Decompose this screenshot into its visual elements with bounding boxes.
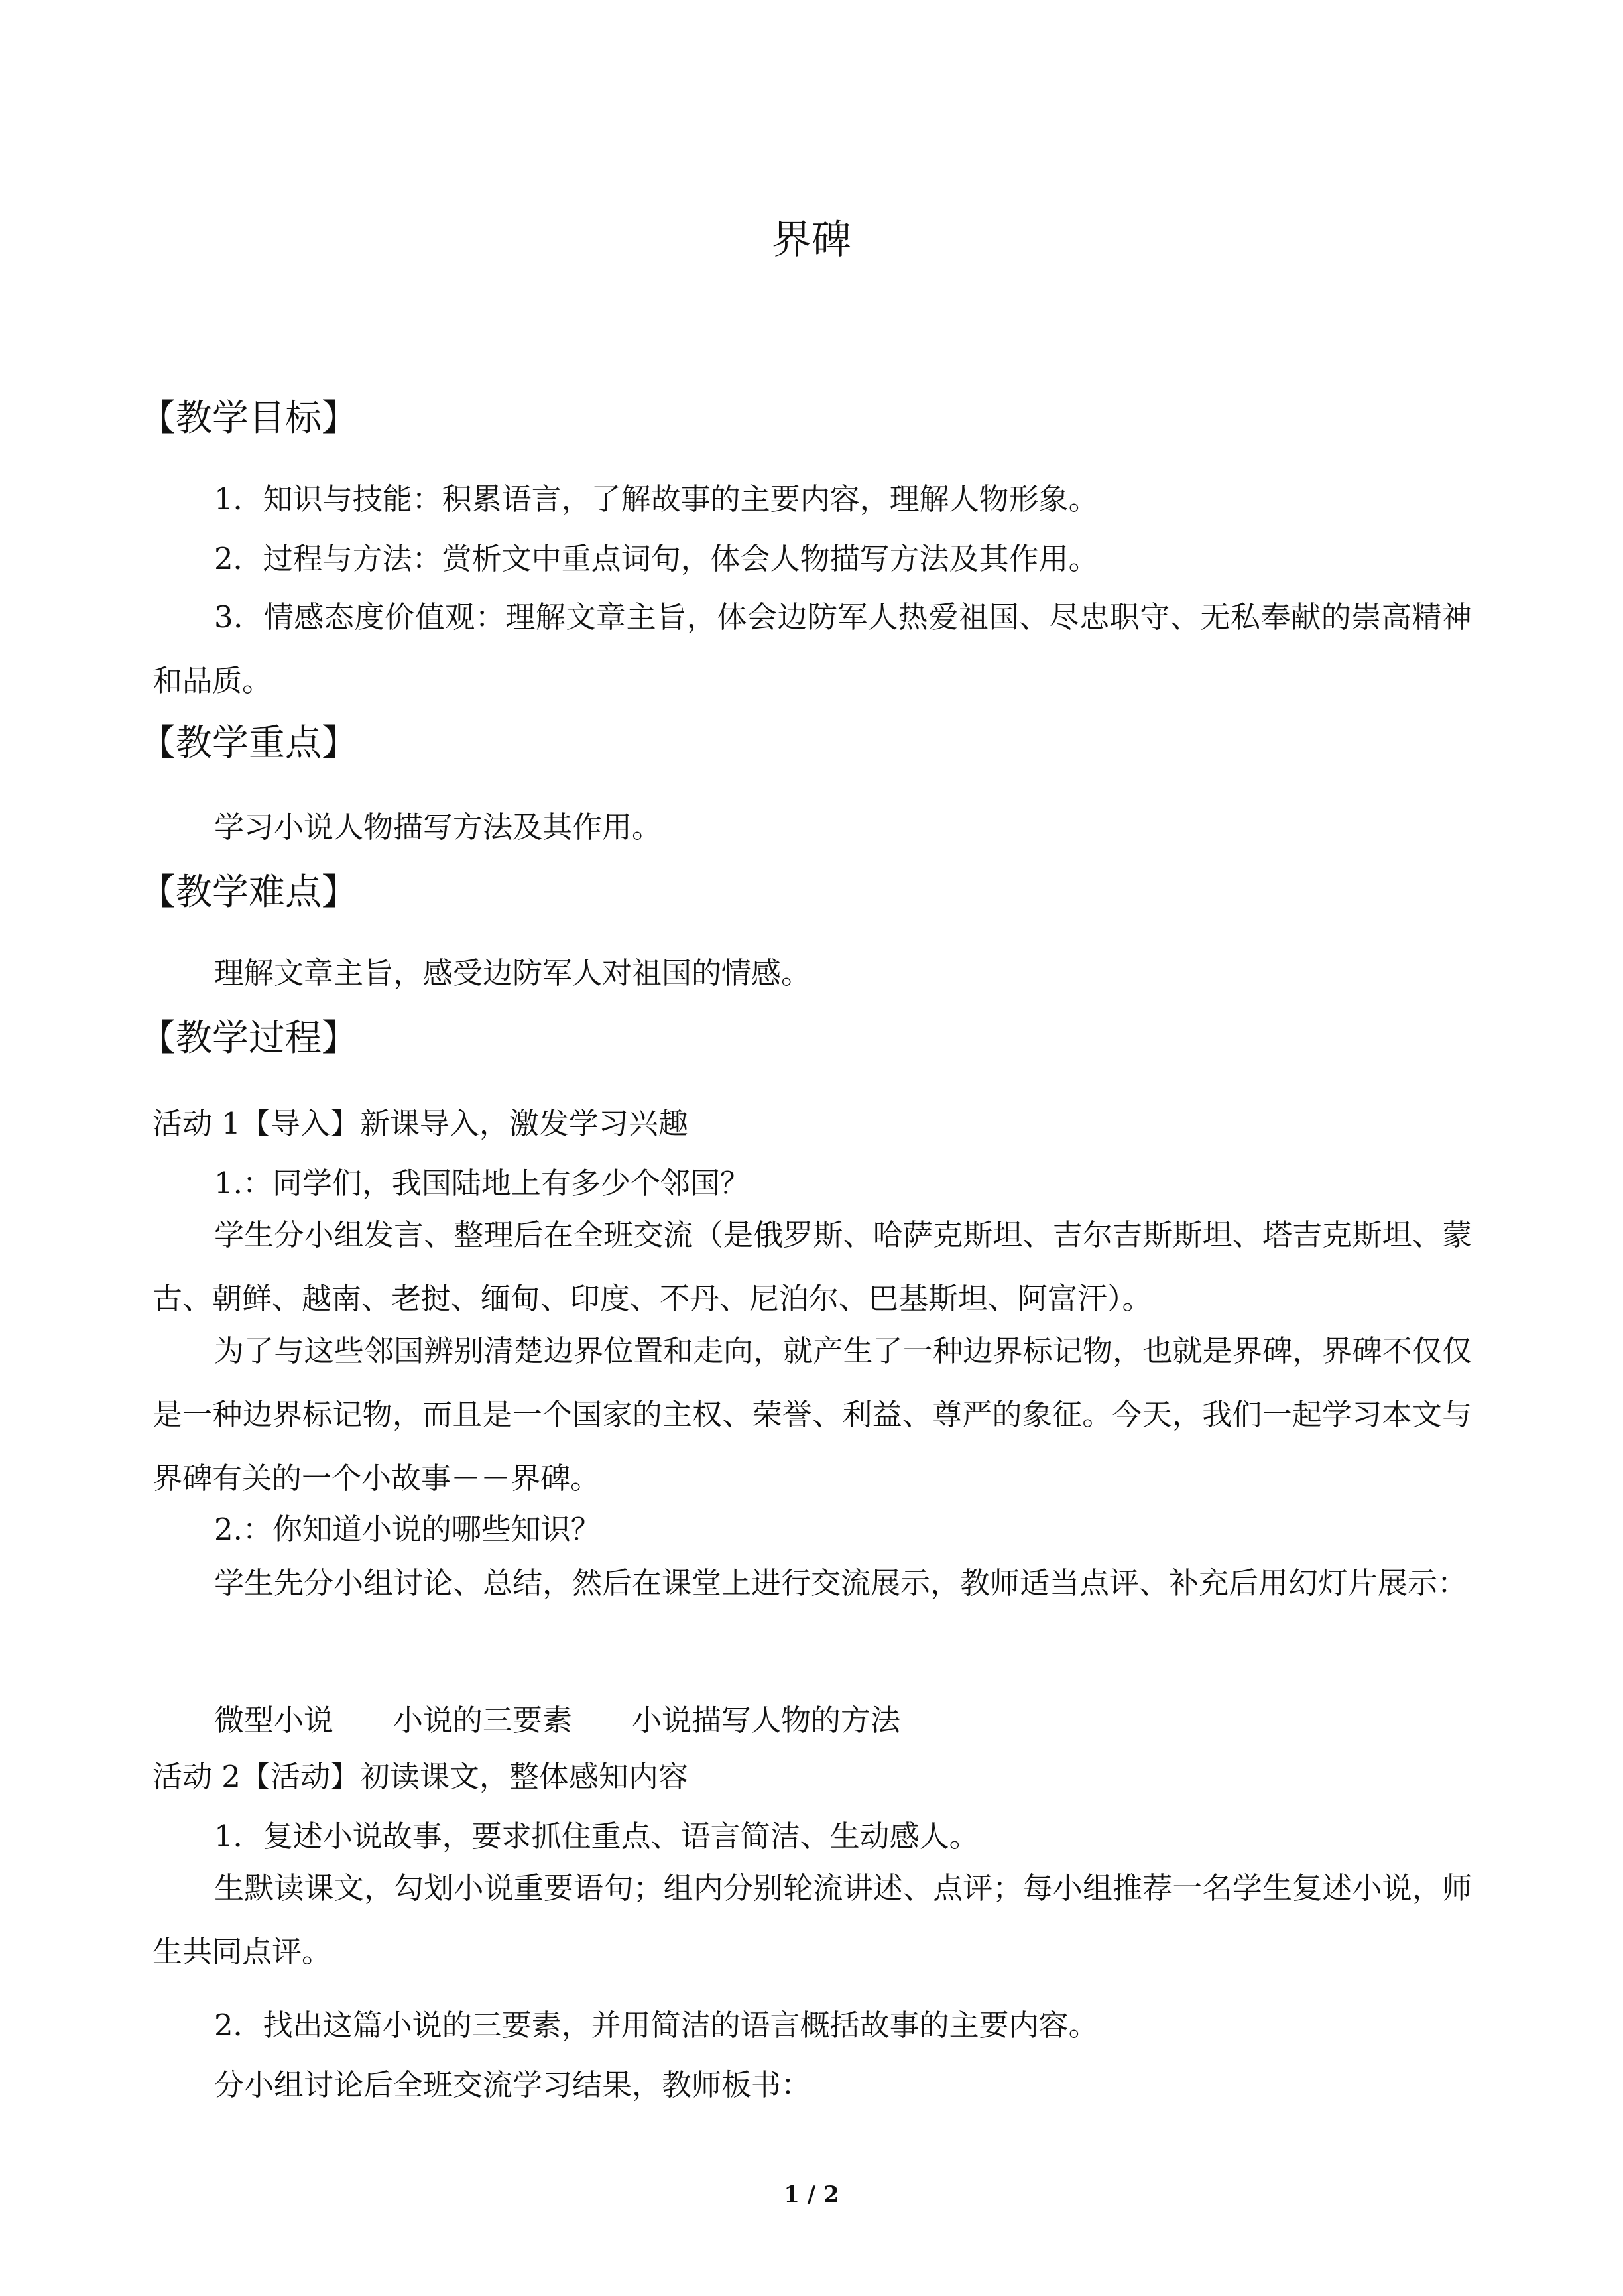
difficulty-text: 理解文章主旨，感受边防军人对祖国的情感。 <box>214 955 812 991</box>
difficulty-heading: 【教学难点】 <box>139 871 359 913</box>
activity-2-question-2: 2．找出这篇小说的三要素，并用简洁的语言概括故事的主要内容。 <box>214 2008 1099 2043</box>
activity-2-paragraph-1: 生默读课文，勾划小说重要语句；组内分别轮流讲述、点评；每小组推荐一名学生复述小说，师生共同点评。 <box>152 1870 1472 1969</box>
objective-2: 2．过程与方法：赏析文中重点词句，体会人物描写方法及其作用。 <box>214 541 1099 576</box>
topic-three-elements: 小说的三要素 <box>393 1703 573 1738</box>
activity-2-question-1: 1．复述小说故事，要求抓住重点、语言简洁、生动感人。 <box>214 1819 979 1854</box>
key-heading: 【教学重点】 <box>139 721 359 764</box>
topic-description-methods: 小说描写人物的方法 <box>632 1703 901 1738</box>
process-heading: 【教学过程】 <box>139 1016 359 1059</box>
objective-1: 1．知识与技能：积累语言，了解故事的主要内容，理解人物形象。 <box>214 481 1099 516</box>
page-number: 1 / 2 <box>784 2181 839 2208</box>
activity-1-paragraph-3: 学生先分小组讨论、总结，然后在课堂上进行交流展示，教师适当点评、补充后用幻灯片展示： <box>214 1565 1468 1601</box>
activity-1-title: 活动 1【导入】新课导入，激发学习兴趣 <box>152 1106 688 1141</box>
objectives-heading: 【教学目标】 <box>139 396 359 439</box>
key-text: 学习小说人物描写方法及其作用。 <box>214 810 662 845</box>
activity-1-paragraph-2: 为了与这些邻国辨别清楚边界位置和走向，就产生了一种边界标记物，也就是界碑，界碑不仅仅是一种边界标记物，而且是一个国家的主权、荣誉、利益、尊严的象征。今天，我们一起学习本文与界碑有关的一个小故事－－界碑。 <box>152 1333 1472 1496</box>
activity-2-paragraph-2: 分小组讨论后全班交流学习结果，教师板书： <box>214 2067 812 2102</box>
topic-list <box>214 1697 900 1744</box>
activity-2-title: 活动 2【活动】初读课文，整体感知内容 <box>152 1759 688 1794</box>
document-title: 界碑 <box>772 217 851 263</box>
topic-micro-novel: 微型小说 <box>214 1703 334 1738</box>
activity-1-paragraph-1: 学生分小组发言、整理后在全班交流（是俄罗斯、哈萨克斯坦、吉尔吉斯斯坦、塔吉克斯坦、蒙古、朝鲜、越南、老挝、缅甸、印度、不丹、尼泊尔、巴基斯坦、阿富汗）。 <box>152 1217 1472 1316</box>
activity-1-question-2: 2.：你知道小说的哪些知识？ <box>214 1512 601 1547</box>
objective-3: 3．情感态度价值观：理解文章主旨，体会边防军人热爱祖国、尽忠职守、无私奉献的崇高精神和品质。 <box>152 599 1472 698</box>
activity-1-question-1: 1.：同学们，我国陆地上有多少个邻国？ <box>214 1166 750 1201</box>
